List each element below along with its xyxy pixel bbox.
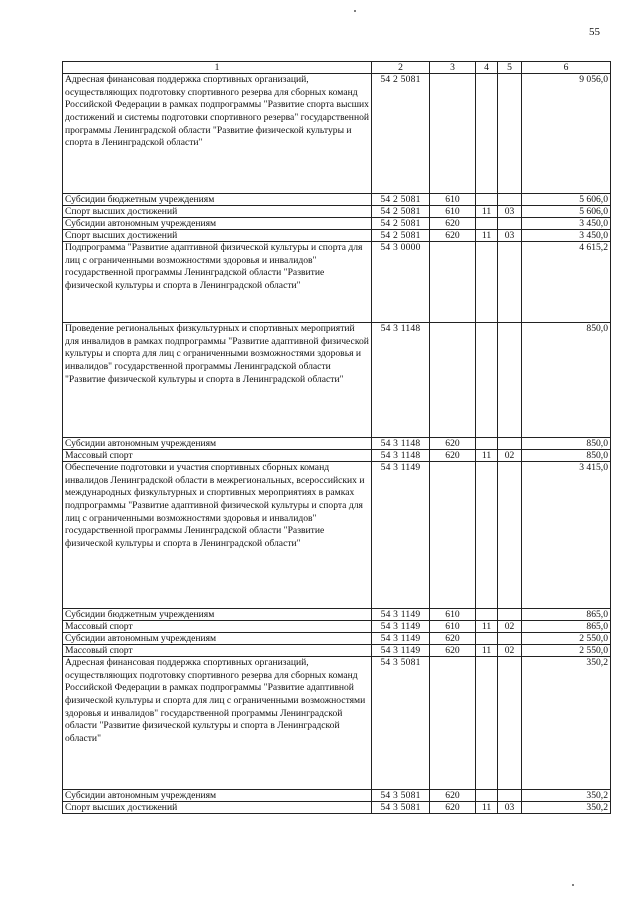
row-section: 11	[476, 450, 498, 462]
row-subsection	[498, 323, 522, 438]
table-row	[63, 621, 611, 633]
row-section: 11	[476, 206, 498, 218]
row-amount: 2 550,0	[522, 645, 611, 657]
row-name: Проведение региональных физкультурных и спортивных мероприятий для инвалидов в рамках подпрограммы "Развитие адаптивной физической культуры и спорта для лиц с ограниченными возможностями здоровья и инвалидов" государственной программы Ленинградской области "Развитие физической культуры и спорта в Ленинградской области"	[63, 323, 372, 438]
row-subsection: 02	[498, 621, 522, 633]
row-name: Массовый спорт	[63, 645, 372, 657]
header-row	[63, 62, 611, 74]
row-section	[476, 657, 498, 790]
row-name: Массовый спорт	[63, 621, 372, 633]
row-name: Субсидии автономным учреждениям	[63, 633, 372, 645]
row-expense-type: 610	[430, 194, 476, 206]
row-name: Субсидии автономным учреждениям	[63, 218, 372, 230]
row-amount: 850,0	[522, 438, 611, 450]
row-name: Адресная финансовая поддержка спортивных организаций, осуществляющих подготовку спортивного резерва для сборных команд Российской Федерации в рамках подпрограммы "Развитие адаптивной физической культуры и спорта для лиц с ограниченными возможностями здоровья и инвалидов" государственной программы Ленинградской области "Развитие физической культуры и спорта в Ленинградской области"	[63, 657, 372, 790]
row-amount: 865,0	[522, 609, 611, 621]
row-amount: 3 415,0	[522, 462, 611, 609]
row-section	[476, 194, 498, 206]
row-expense-type: 610	[430, 206, 476, 218]
row-amount: 350,2	[522, 790, 611, 802]
table-row	[63, 74, 611, 194]
row-section	[476, 218, 498, 230]
table-row	[63, 323, 611, 438]
row-code: 54 3 1149	[372, 645, 430, 657]
table-row	[63, 206, 611, 218]
row-amount: 3 450,0	[522, 230, 611, 242]
table-row	[63, 633, 611, 645]
table-row	[63, 609, 611, 621]
row-amount: 2 550,0	[522, 633, 611, 645]
row-expense-type: 620	[430, 790, 476, 802]
row-code: 54 3 1149	[372, 609, 430, 621]
header-cell-code: 2	[372, 62, 430, 74]
row-subsection: 03	[498, 206, 522, 218]
header-cell-expense-type: 3	[430, 62, 476, 74]
row-expense-type: 610	[430, 609, 476, 621]
row-code: 54 3 5081	[372, 657, 430, 790]
row-subsection: 02	[498, 645, 522, 657]
row-code: 54 2 5081	[372, 218, 430, 230]
row-expense-type	[430, 462, 476, 609]
table-row	[63, 242, 611, 323]
row-code: 54 3 0000	[372, 242, 430, 323]
header-cell-amount: 6	[522, 62, 611, 74]
row-code: 54 2 5081	[372, 74, 430, 194]
row-name: Обеспечение подготовки и участия спортивных сборных команд инвалидов Ленинградской области в межрегиональных, всероссийских и международных физкультурных и спортивных мероприятиях в рамках подпрограммы "Развитие адаптивной физической культуры и спорта для лиц с ограниченными возможностями здоровья и инвалидов" государственной программы Ленинградской области "Развитие физической культуры и спорта в Ленинградской области"	[63, 462, 372, 609]
table-row	[63, 657, 611, 790]
row-subsection	[498, 657, 522, 790]
row-section	[476, 323, 498, 438]
row-code: 54 2 5081	[372, 206, 430, 218]
row-subsection	[498, 242, 522, 323]
table-row	[63, 802, 611, 814]
row-subsection	[498, 633, 522, 645]
row-subsection: 02	[498, 450, 522, 462]
budget-table	[62, 61, 611, 814]
row-amount: 5 606,0	[522, 194, 611, 206]
row-section	[476, 438, 498, 450]
table-row	[63, 230, 611, 242]
row-amount: 3 450,0	[522, 218, 611, 230]
row-subsection: 03	[498, 802, 522, 814]
row-expense-type: 620	[430, 230, 476, 242]
row-section: 11	[476, 645, 498, 657]
row-amount: 865,0	[522, 621, 611, 633]
table-row	[63, 218, 611, 230]
row-expense-type: 620	[430, 645, 476, 657]
row-code: 54 3 5081	[372, 790, 430, 802]
row-amount: 350,2	[522, 802, 611, 814]
row-subsection	[498, 74, 522, 194]
row-amount: 850,0	[522, 450, 611, 462]
table-row	[63, 645, 611, 657]
row-section: 11	[476, 621, 498, 633]
header-cell-name: 1	[63, 62, 372, 74]
row-section	[476, 609, 498, 621]
row-expense-type: 620	[430, 450, 476, 462]
row-name: Спорт высших достижений	[63, 230, 372, 242]
table-row	[63, 450, 611, 462]
row-section	[476, 462, 498, 609]
row-expense-type	[430, 242, 476, 323]
row-name: Массовый спорт	[63, 450, 372, 462]
scan-speck	[354, 10, 356, 12]
row-subsection	[498, 438, 522, 450]
row-expense-type: 620	[430, 633, 476, 645]
row-code: 54 3 5081	[372, 802, 430, 814]
table-row	[63, 438, 611, 450]
row-section	[476, 790, 498, 802]
row-code: 54 2 5081	[372, 194, 430, 206]
row-name: Спорт высших достижений	[63, 206, 372, 218]
row-code: 54 3 1148	[372, 323, 430, 438]
row-name: Субсидии автономным учреждениям	[63, 790, 372, 802]
row-code: 54 3 1149	[372, 633, 430, 645]
row-subsection	[498, 462, 522, 609]
row-code: 54 3 1148	[372, 450, 430, 462]
row-code: 54 3 1148	[372, 438, 430, 450]
row-code: 54 2 5081	[372, 230, 430, 242]
header-cell-section: 4	[476, 62, 498, 74]
row-section	[476, 74, 498, 194]
row-code: 54 3 1149	[372, 462, 430, 609]
table-row	[63, 790, 611, 802]
row-expense-type	[430, 323, 476, 438]
table-row	[63, 194, 611, 206]
row-section	[476, 242, 498, 323]
row-name: Спорт высших достижений	[63, 802, 372, 814]
row-subsection	[498, 218, 522, 230]
row-subsection	[498, 194, 522, 206]
row-section: 11	[476, 802, 498, 814]
row-name: Субсидии бюджетным учреждениям	[63, 194, 372, 206]
table-row	[63, 462, 611, 609]
header-cell-subsection: 5	[498, 62, 522, 74]
row-expense-type: 620	[430, 438, 476, 450]
row-code: 54 3 1149	[372, 621, 430, 633]
row-name: Адресная финансовая поддержка спортивных организаций, осуществляющих подготовку спортивного резерва для сборных команд Российской Федерации в рамках подпрограммы "Развитие спорта высших достижений и системы подготовки спортивного резерва" государственной программы Ленинградской области "Развитие физической культуры и спорта в Ленинградской области"	[63, 74, 372, 194]
row-subsection	[498, 790, 522, 802]
scan-speck	[572, 884, 574, 886]
row-expense-type: 620	[430, 218, 476, 230]
row-expense-type: 620	[430, 802, 476, 814]
row-name: Подпрограмма "Развитие адаптивной физической культуры и спорта для лиц с ограниченными возможностями здоровья и инвалидов" государственной программы Ленинградской области "Развитие физической культуры и спорта в Ленинградской области"	[63, 242, 372, 323]
row-amount: 350,2	[522, 657, 611, 790]
row-amount: 850,0	[522, 323, 611, 438]
row-name: Субсидии автономным учреждениям	[63, 438, 372, 450]
page-number: 55	[589, 26, 600, 38]
row-amount: 9 056,0	[522, 74, 611, 194]
row-subsection: 03	[498, 230, 522, 242]
row-expense-type	[430, 657, 476, 790]
row-expense-type: 610	[430, 621, 476, 633]
row-amount: 5 606,0	[522, 206, 611, 218]
row-subsection	[498, 609, 522, 621]
row-expense-type	[430, 74, 476, 194]
row-section	[476, 633, 498, 645]
row-name: Субсидии бюджетным учреждениям	[63, 609, 372, 621]
row-amount: 4 615,2	[522, 242, 611, 323]
row-section: 11	[476, 230, 498, 242]
